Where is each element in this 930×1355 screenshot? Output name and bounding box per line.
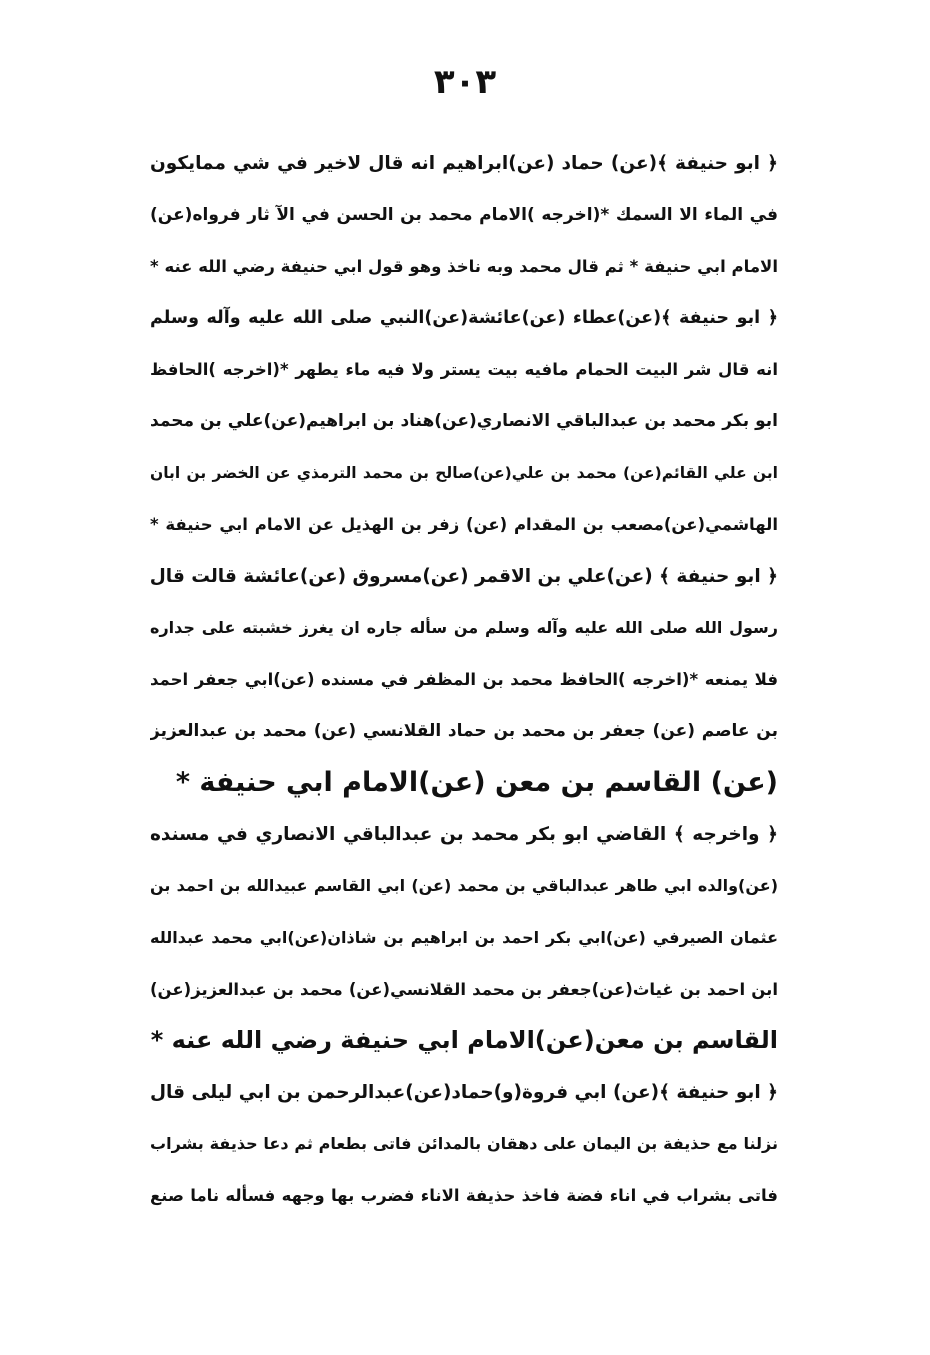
text-line: ﴿ واخرجه ﴾ القاضي ابو بكر محمد بن عبدالباقي الانصاري في مسنده [150, 823, 778, 845]
text-line: ﴿ ابو حنيفة ﴾(عن)عطاء (عن)عائشة(عن)النبي صلى الله عليه وآله وسلم [150, 307, 778, 328]
text-line: ﴿ ابو حنيفة ﴾(عن) ابي فروة(و)حماد(عن)عبدالرحمن بن ابي ليلى قال [150, 1081, 778, 1103]
text-line: الهاشمي(عن)مصعب بن المقدام (عن) زفر بن الهذيل عن الامام ابي حنيفة * [150, 515, 778, 535]
text-line: في الماء الا السمك *(اخرجه )الامام محمد بن الحسن في الآ ثار فرواه(عن) [150, 204, 778, 225]
text-line: القاسم بن معن(عن)الامام ابي حنيفة رضي الله عنه * [150, 1026, 778, 1055]
text-line: ابو بكر محمد بن عبدالباقي الانصاري(عن)هناد بن ابراهيم(عن)علي بن محمد [150, 410, 778, 431]
text-line: رسول الله صلى الله عليه وآله وسلم من سأله جاره ان يغرز خشبته على جداره [150, 618, 778, 638]
text-line: بن عاصم (عن) جعفر بن محمد بن حماد القلانسي (عن) محمد بن عبدالعزيز [150, 720, 778, 741]
text-line: انه قال شر البيت الحمام مافيه بيت يستر ولا فيه ماء يطهر *(اخرجه )الحافظ [150, 360, 778, 380]
text-line: ابن احمد بن غياث(عن)جعفر بن محمد القلانسي(عن) محمد بن عبدالعزيز(عن) [150, 979, 778, 999]
text-line: فلا يمنعه *(اخرجه )الحافظ محمد بن المظفر في مسنده (عن)ابي جعفر احمد [150, 669, 778, 689]
text-line: ﴿ ابو حنيفة ﴾(عن) حماد (عن)ابراهيم انه قال لاخير في شي ممايكون [150, 153, 778, 174]
text-line: ﴿ ابو حنيفة ﴾ (عن)علي بن الاقمر (عن)مسروق (عن)عائشة قالت قال [150, 565, 778, 587]
text-line: الامام ابي حنيفة * ثم قال محمد وبه ناخذ وهو قول ابي حنيفة رضي الله عنه * [150, 257, 778, 277]
body-text [150, 138, 778, 1221]
text-line: ابن علي القائم(عن) محمد بن علي(عن)صالح بن محمد الترمذي عن الخضر بن ابان [150, 463, 778, 482]
text-line: عثمان الصيرفي (عن)ابي بكر احمد بن ابراهيم بن شاذان(عن)ابي محمد عبدالله [150, 927, 778, 947]
text-line: (عن) القاسم بن معن (عن)الامام ابي حنيفة * [175, 767, 778, 799]
text-line: (عن)والده ابي طاهر عبدالباقي بن محمد (عن) ابي القاسم عبيدالله بن احمد بن [150, 876, 778, 896]
text-line: نزلنا مع حذيفة بن اليمان على دهقان بالمدائن فاتى بطعام ثم دعا حذيفة بشراب [150, 1134, 778, 1154]
page-number: ۳۰۳ [433, 62, 497, 102]
text-line: فاتى بشراب في اناء فضة فاخذ حذيفة الاناء فضرب بها وجهه فسأله ناما صنع [150, 1185, 778, 1205]
